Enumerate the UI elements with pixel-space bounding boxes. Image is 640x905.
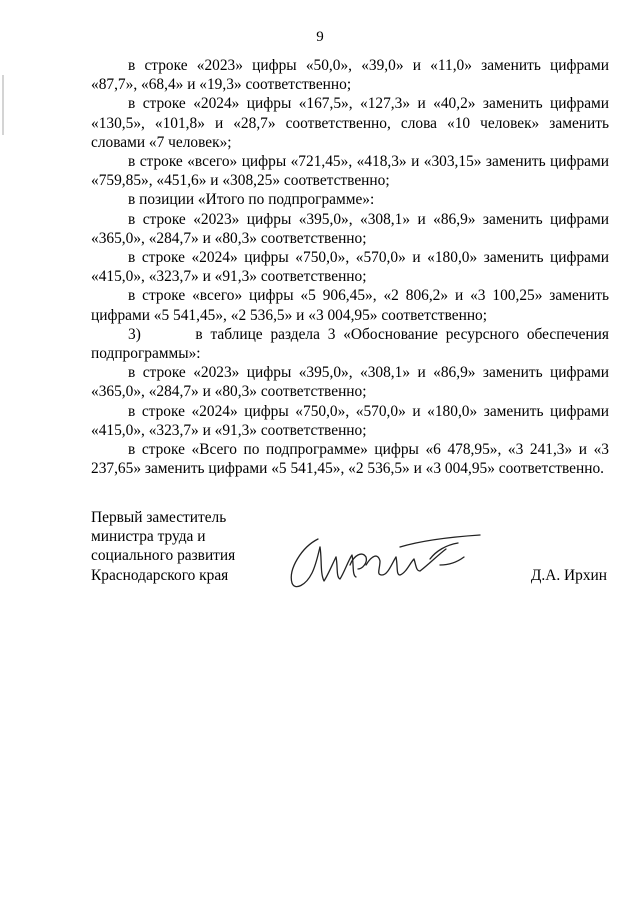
- paragraph: в строке «2024» цифры «750,0», «570,0» и «180,0» заменить цифрами «415,0», «323,7» и «91,3» соответственно;: [91, 249, 609, 286]
- signatory-title-line: Краснодарского края: [91, 566, 229, 584]
- document-body: [91, 56, 609, 478]
- paragraph: в строке «2024» цифры «750,0», «570,0» и «180,0» заменить цифрами «415,0», «323,7» и «91,3» соответственно;: [91, 402, 609, 439]
- paragraph: в позиции «Итого по подпрограмме»:: [128, 191, 375, 209]
- paragraph: 3) в таблице раздела 3 «Обоснование ресурсного обеспечения подпрограммы»:: [91, 325, 609, 363]
- handwritten-signature-icon: [280, 525, 490, 595]
- page-number: 9: [316, 29, 324, 45]
- signatory-title: [91, 508, 235, 585]
- paragraph: в строке «2023» цифры «395,0», «308,1» и «86,9» заменить цифрами «365,0», «284,7» и «80,3» соответственно;: [91, 364, 609, 401]
- paragraph: в строке «всего» цифры «721,45», «418,3» и «303,15» заменить цифрами «759,85», «451,6» и «308,25» соответственно;: [91, 153, 609, 190]
- paragraph: в строке «2023» цифры «50,0», «39,0» и «11,0» заменить цифрами «87,7», «68,4» и «19,3» соответственно;: [91, 57, 609, 94]
- signatory-title-line: Первый заместитель: [91, 509, 227, 526]
- signatory-title-line: социального развития: [91, 547, 236, 565]
- paragraph: в строке «всего» цифры «5 906,45», «2 806,2» и «3 100,25» заменить цифрами «5 541,45», «2 536,5» и «3 004,95» соответственно;: [91, 287, 609, 324]
- scan-edge-mark: [2, 75, 4, 135]
- paragraph: в строке «2024» цифры «167,5», «127,3» и «40,2» заменить цифрами «130,5», «101,8» и «28,7» соответственно, слова «10 человек» заменить словами «7 человек»;: [91, 95, 609, 151]
- signatory-title-line: министра труда и: [91, 528, 206, 546]
- signer-name: Д.А. Ирхин: [530, 567, 607, 584]
- paragraph: в строке «2023» цифры «395,0», «308,1» и «86,9» заменить цифрами «365,0», «284,7» и «80,3» соответственно;: [91, 210, 609, 247]
- paragraph: в строке «Всего по подпрограмме» цифры «6 478,95», «3 241,3» и «3 237,65» заменить цифрами «5 541,45», «2 536,5» и «3 004,95» соответственно.: [91, 441, 609, 478]
